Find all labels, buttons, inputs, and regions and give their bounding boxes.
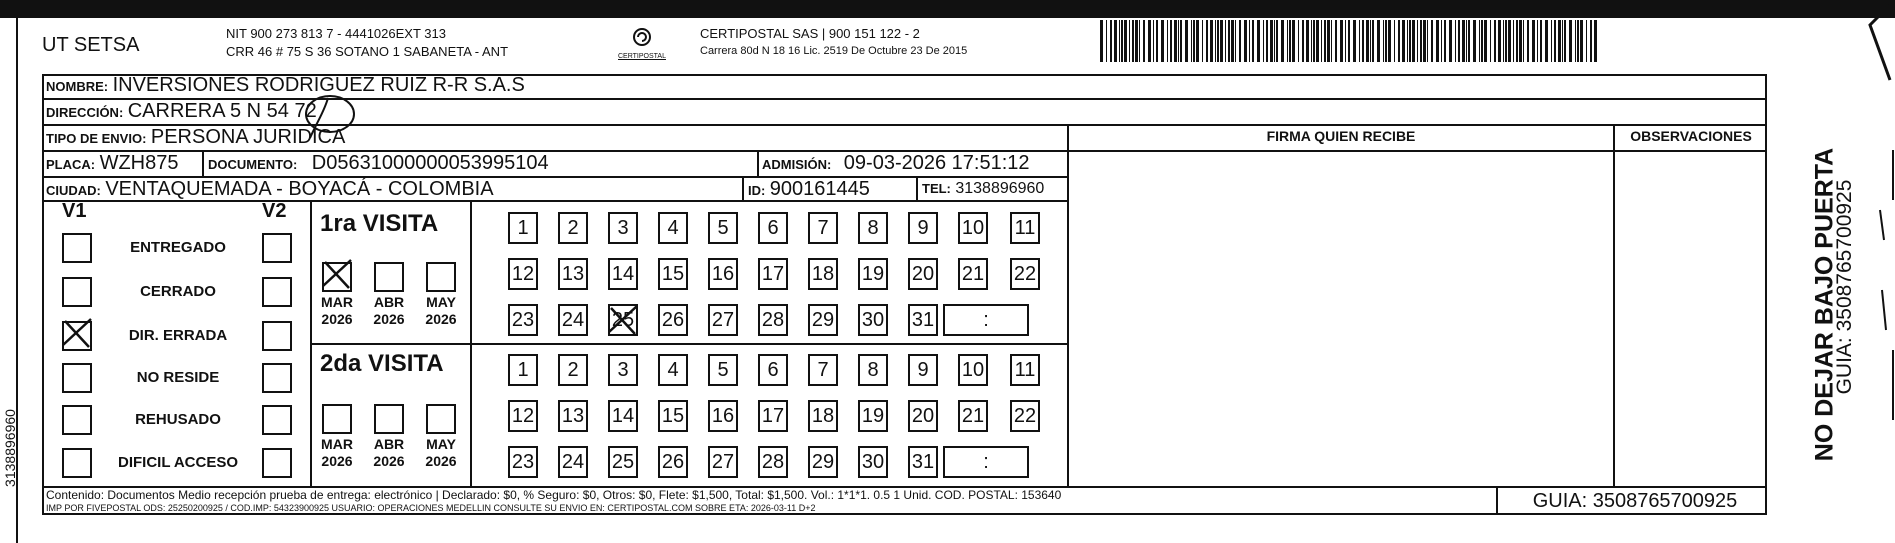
month-label: ABR 2026: [373, 294, 405, 327]
status-label: ENTREGADO: [130, 239, 226, 256]
barcode-bar: [1558, 20, 1561, 62]
day-box-3[interactable]: 3: [608, 212, 638, 244]
barcode-bar: [1178, 20, 1179, 62]
nit-line2: CRR 46 # 75 S 36 SOTANO 1 SABANETA - ANT: [226, 44, 509, 59]
day-box-28[interactable]: 28: [758, 446, 788, 478]
status-label: REHUSADO: [135, 411, 221, 428]
v1-label: V1: [62, 200, 87, 222]
id-label: ID:: [748, 183, 766, 198]
month-box-may[interactable]: [426, 262, 456, 292]
barcode-bar: [1388, 20, 1391, 62]
direccion-value: CARRERA 5 N 54 72: [127, 100, 317, 122]
barcode-bar: [1143, 20, 1145, 62]
month-check-mark: [319, 256, 355, 292]
month-label: MAR 2026: [321, 294, 353, 327]
day-box-16[interactable]: 16: [708, 258, 738, 290]
v1-checkbox[interactable]: [62, 363, 92, 393]
barcode-bar: [1167, 20, 1168, 62]
left-phone-text: 3138896960: [2, 409, 18, 487]
barcode-bar: [1202, 20, 1203, 62]
direccion-label: DIRECCIÓN:: [46, 105, 124, 120]
barcode-bar: [1249, 20, 1250, 62]
month-label: MAY 2026: [425, 294, 457, 327]
barcode-bar: [1114, 20, 1117, 62]
barcode-bar: [1580, 20, 1583, 62]
ciudad-row: [46, 178, 494, 201]
documento-row: [208, 152, 549, 175]
barcode-bar: [1257, 20, 1260, 62]
barcode-bar: [1270, 20, 1273, 62]
barcode-bar: [1498, 20, 1501, 62]
v2-checkbox[interactable]: [262, 405, 292, 435]
right-edge-marks: [1860, 0, 1895, 543]
barcode-bar: [1266, 20, 1268, 62]
barcode-bar: [1196, 20, 1199, 62]
day-box-19[interactable]: 19: [858, 258, 888, 290]
day-box-30[interactable]: 30: [858, 446, 888, 478]
barcode-bar: [1153, 20, 1154, 62]
day-box-15[interactable]: 15: [658, 258, 688, 290]
barcode-bar: [1458, 20, 1460, 62]
footer-line2: IMP POR FIVEPOSTAL ODS: 25250200925 / COD.IMP: 54323900925 USUARIO: OPERACIONES MEDELLIN CONSULTE SU ENVIO EN: CERTIPOSTAL.COM SOBRE ETA: 2026-03-11 D+2: [46, 503, 816, 513]
barcode-bar: [1503, 20, 1504, 62]
barcode-bar: [1302, 20, 1304, 62]
id-row: [748, 178, 870, 201]
barcode-bar: [1394, 20, 1395, 62]
barcode-bar: [1235, 20, 1236, 62]
day-box-25[interactable]: 25: [608, 304, 638, 336]
barcode-bar: [1210, 20, 1213, 62]
day-box-14[interactable]: 14: [608, 400, 638, 432]
barcode-bar: [1316, 20, 1319, 62]
barcode-bar: [1417, 20, 1418, 62]
day-box-5[interactable]: 5: [708, 354, 738, 386]
direccion-row: [46, 100, 317, 123]
month-box-mar[interactable]: [322, 404, 352, 434]
barcode-bar: [1353, 20, 1356, 62]
observaciones-header: OBSERVACIONES: [1630, 128, 1752, 144]
month-label: MAR 2026: [321, 436, 353, 469]
barcode-bar: [1132, 20, 1134, 62]
barcode-bar: [1545, 20, 1548, 62]
day-box-8[interactable]: 8: [858, 212, 888, 244]
barcode-bar: [1263, 20, 1264, 62]
v2-checkbox[interactable]: [262, 448, 292, 478]
certi-line1: CERTIPOSTAL SAS | 900 151 122 - 2: [700, 26, 920, 41]
day-box-11[interactable]: 11: [1010, 212, 1040, 244]
barcode-bar: [1594, 20, 1597, 62]
month-box-abr[interactable]: [374, 404, 404, 434]
day-box-15[interactable]: 15: [658, 400, 688, 432]
month-label: ABR 2026: [373, 436, 405, 469]
barcode-bar: [1274, 20, 1275, 62]
day-box-13[interactable]: 13: [558, 400, 588, 432]
barcode-bar: [1119, 20, 1120, 62]
day-box-17[interactable]: 17: [758, 258, 788, 290]
barcode-bar: [1110, 20, 1112, 62]
day-box-7[interactable]: 7: [808, 354, 838, 386]
barcode-bar: [1444, 20, 1446, 62]
day-box-13[interactable]: 13: [558, 258, 588, 290]
tipo-row: [46, 126, 345, 149]
barcode-bar: [1420, 20, 1422, 62]
barcode-bar: [1327, 20, 1330, 62]
barcode-bar: [1523, 20, 1524, 62]
barcode-bar: [1244, 20, 1247, 62]
time-box[interactable]: :: [943, 304, 1029, 336]
month-box-abr[interactable]: [374, 262, 404, 292]
barcode-bar: [1449, 20, 1452, 62]
barcode-bar: [1551, 20, 1552, 62]
barcode-bar: [1385, 20, 1387, 62]
day-box-29[interactable]: 29: [808, 304, 838, 336]
barcode-bar: [1311, 20, 1312, 62]
barcode-bar: [1362, 20, 1364, 62]
day-box-3[interactable]: 3: [608, 354, 638, 386]
barcode-bar: [1577, 20, 1579, 62]
barcode-bar: [1372, 20, 1374, 62]
company-name: UT SETSA: [42, 34, 140, 56]
barcode-bar: [1239, 20, 1241, 62]
barcode-bar: [1564, 20, 1566, 62]
day-box-11[interactable]: 11: [1010, 354, 1040, 386]
barcode-bar: [1228, 20, 1230, 62]
day-box-19[interactable]: 19: [858, 400, 888, 432]
barcode-bar: [1324, 20, 1326, 62]
day-box-21[interactable]: 21: [958, 400, 988, 432]
footer-line1: Contenido: Documentos Medio recepción prueba de entrega: electrónico | Declarado: $0, % Seguro: $0, Otros: $0, Flete: $1,500, Total: $1,500. Vol.: 1*1*1. 0.5 1 Unid. COD. POSTAL: 153640: [46, 488, 1062, 502]
barcode-bar: [1174, 20, 1177, 62]
day-box-26[interactable]: 26: [658, 446, 688, 478]
barcode-bar: [1412, 20, 1415, 62]
barcode-bar: [1306, 20, 1309, 62]
day-box-27[interactable]: 27: [708, 304, 738, 336]
day-box-31[interactable]: 31: [908, 304, 938, 336]
barcode-bar: [1161, 20, 1164, 62]
barcode-bar: [1292, 20, 1295, 62]
certipostal-logo-icon: [627, 26, 657, 48]
barcode-bar: [1377, 20, 1380, 62]
day-box-24[interactable]: 24: [558, 304, 588, 336]
barcode-bar: [1217, 20, 1219, 62]
v1-checkbox[interactable]: [62, 233, 92, 263]
barcode-bar: [1455, 20, 1456, 62]
barcode-bar: [1156, 20, 1158, 62]
day-box-12[interactable]: 12: [508, 258, 538, 290]
tipo-value: PERSONA JURIDICA: [150, 126, 346, 148]
barcode-bar: [1340, 20, 1343, 62]
month-box-may[interactable]: [426, 404, 456, 434]
firma-header: FIRMA QUIEN RECIBE: [1266, 128, 1416, 144]
barcode-bar: [1505, 20, 1507, 62]
barcode-bar: [1554, 20, 1556, 62]
day-box-5[interactable]: 5: [708, 212, 738, 244]
barcode-bar: [1321, 20, 1322, 62]
day-box-31[interactable]: 31: [908, 446, 938, 478]
day-box-7[interactable]: 7: [808, 212, 838, 244]
barcode-bar: [1366, 20, 1369, 62]
barcode-bar: [1527, 20, 1529, 62]
barcode-bar: [1335, 20, 1337, 62]
barcode-bar: [1508, 20, 1511, 62]
day-box-4[interactable]: 4: [658, 354, 688, 386]
barcode-bar: [1407, 20, 1408, 62]
barcode-bar: [1193, 20, 1195, 62]
barcode-bar: [1370, 20, 1371, 62]
barcode-bar: [1276, 20, 1278, 62]
day-box-10[interactable]: 10: [958, 354, 988, 386]
day-box-26[interactable]: 26: [658, 304, 688, 336]
barcode-bar: [1481, 20, 1483, 62]
day-box-28[interactable]: 28: [758, 304, 788, 336]
barcode-bar: [1590, 20, 1592, 62]
barcode-bar: [1287, 20, 1288, 62]
v2-checkbox[interactable]: [262, 321, 292, 351]
tel-label: TEL:: [922, 181, 951, 196]
barcode-bar: [1170, 20, 1172, 62]
v1-checkbox[interactable]: [62, 277, 92, 307]
barcode-bar: [1135, 20, 1138, 62]
barcode-bar: [1191, 20, 1192, 62]
tel-value: 3138896960: [955, 180, 1045, 197]
placa-value: WZH875: [99, 152, 179, 174]
barcode-bar: [1100, 20, 1103, 62]
barcode-bar: [1575, 20, 1576, 62]
barcode-bar: [1298, 20, 1299, 62]
placa-row: [46, 152, 178, 175]
barcode: [1100, 20, 1600, 62]
barcode-bar: [1494, 20, 1496, 62]
no-dejar-text: NO DEJAR BAJO PUERTA: [1810, 147, 1839, 462]
day-box-9[interactable]: 9: [908, 212, 938, 244]
footer-guia: GUIA: 3508765700925: [1532, 490, 1738, 512]
barcode-bar: [1468, 20, 1470, 62]
documento-label: DOCUMENTO:: [208, 157, 298, 172]
barcode-bar: [1402, 20, 1405, 62]
placa-label: PLACA:: [46, 157, 96, 172]
day-box-30[interactable]: 30: [858, 304, 888, 336]
barcode-bar: [1106, 20, 1107, 62]
day-box-12[interactable]: 12: [508, 400, 538, 432]
day-box-2[interactable]: 2: [558, 354, 588, 386]
barcode-bar: [1185, 20, 1188, 62]
nombre-label: NOMBRE:: [46, 79, 109, 94]
second-visit-title: 2da VISITA: [320, 350, 444, 377]
day-box-16[interactable]: 16: [708, 400, 738, 432]
v1-checkbox[interactable]: [62, 448, 92, 478]
status-label: CERRADO: [140, 283, 216, 300]
barcode-bar: [1519, 20, 1522, 62]
barcode-bar: [1121, 20, 1123, 62]
day-box-23[interactable]: 23: [508, 304, 538, 336]
barcode-bar: [1331, 20, 1332, 62]
barcode-bar: [1479, 20, 1480, 62]
v2-checkbox[interactable]: [262, 277, 292, 307]
barcode-bar: [1473, 20, 1476, 62]
barcode-bar: [1148, 20, 1151, 62]
day-box-22[interactable]: 22: [1010, 400, 1040, 432]
documento-value: D05631000000053995104: [311, 152, 549, 174]
barcode-bar: [1490, 20, 1491, 62]
barcode-bar: [1436, 20, 1439, 62]
barcode-bar: [1398, 20, 1400, 62]
barcode-bar: [1540, 20, 1542, 62]
barcode-bar: [1345, 20, 1346, 62]
day-box-20[interactable]: 20: [908, 258, 938, 290]
barcode-bar: [1537, 20, 1538, 62]
barcode-bar: [1586, 20, 1587, 62]
day-box-6[interactable]: 6: [758, 354, 788, 386]
nombre-row: [46, 74, 525, 97]
v1-checkbox[interactable]: [62, 405, 92, 435]
day-box-4[interactable]: 4: [658, 212, 688, 244]
top-black-bar: [0, 0, 1895, 18]
barcode-bar: [1462, 20, 1465, 62]
nit-line1: NIT 900 273 813 7 - 4441026EXT 313: [226, 26, 446, 41]
day-box-27[interactable]: 27: [708, 446, 738, 478]
admision-label: ADMISIÓN:: [762, 157, 832, 172]
barcode-bar: [1129, 20, 1130, 62]
day-box-10[interactable]: 10: [958, 212, 988, 244]
barcode-bar: [1215, 20, 1216, 62]
v2-checkbox[interactable]: [262, 233, 292, 263]
day-box-18[interactable]: 18: [808, 258, 838, 290]
tel-row: [922, 180, 1044, 198]
day-box-17[interactable]: 17: [758, 400, 788, 432]
day-box-18[interactable]: 18: [808, 400, 838, 432]
barcode-bar: [1484, 20, 1487, 62]
nombre-value: INVERSIONES RODRIGUEZ RUIZ R-R S.A.S: [112, 74, 525, 96]
barcode-bar: [1359, 20, 1360, 62]
certi-line2: Carrera 80d N 18 16 Lic. 2519 De Octubre 23 De 2015: [700, 45, 968, 57]
day-box-2[interactable]: 2: [558, 212, 588, 244]
ciudad-value: VENTAQUEMADA - BOYACÁ - COLOMBIA: [105, 178, 494, 200]
day-box-25[interactable]: 25: [608, 446, 638, 478]
v2-checkbox[interactable]: [262, 363, 292, 393]
day-box-22[interactable]: 22: [1010, 258, 1040, 290]
month-label: MAY 2026: [425, 436, 457, 469]
day-box-21[interactable]: 21: [958, 258, 988, 290]
barcode-bar: [1220, 20, 1223, 62]
barcode-bar: [1513, 20, 1514, 62]
barcode-bar: [1289, 20, 1291, 62]
barcode-bar: [1348, 20, 1350, 62]
status-label: NO RESIDE: [136, 369, 220, 386]
time-box[interactable]: :: [943, 446, 1029, 478]
day-check-mark: [605, 302, 641, 338]
barcode-bar: [1431, 20, 1433, 62]
barcode-bar: [1383, 20, 1384, 62]
ciudad-label: CIUDAD:: [46, 183, 101, 198]
admision-row: [762, 152, 1030, 175]
tipo-label: TIPO DE ENVIO:: [46, 131, 147, 146]
barcode-bar: [1427, 20, 1428, 62]
day-box-1[interactable]: 1: [508, 354, 538, 386]
status-label: DIFICIL ACCESO: [117, 454, 238, 471]
first-visit-title: 1ra VISITA: [320, 210, 439, 237]
barcode-bar: [1231, 20, 1234, 62]
day-box-14[interactable]: 14: [608, 258, 638, 290]
barcode-bar: [1206, 20, 1208, 62]
day-box-20[interactable]: 20: [908, 400, 938, 432]
barcode-bar: [1516, 20, 1518, 62]
barcode-bar: [1225, 20, 1226, 62]
day-box-24[interactable]: 24: [558, 446, 588, 478]
admision-value: 09-03-2026 17:51:12: [843, 152, 1030, 174]
v2-label: V2: [262, 200, 287, 222]
day-box-9[interactable]: 9: [908, 354, 938, 386]
barcode-bar: [1569, 20, 1572, 62]
barcode-bar: [1313, 20, 1315, 62]
v1-check-mark: [59, 315, 95, 351]
certipostal-logo: CERTIPOSTAL: [614, 26, 670, 60]
id-value: 900161445: [769, 178, 870, 200]
day-box-29[interactable]: 29: [808, 446, 838, 478]
barcode-bar: [1441, 20, 1442, 62]
barcode-bar: [1466, 20, 1467, 62]
day-box-1[interactable]: 1: [508, 212, 538, 244]
barcode-bar: [1562, 20, 1563, 62]
side-guia-text: GUIA: 3508765700925: [1833, 179, 1856, 395]
day-box-23[interactable]: 23: [508, 446, 538, 478]
day-box-8[interactable]: 8: [858, 354, 888, 386]
barcode-bar: [1124, 20, 1127, 62]
barcode-bar: [1180, 20, 1182, 62]
status-label: DIR. ERRADA: [128, 327, 228, 344]
barcode-bar: [1281, 20, 1284, 62]
barcode-bar: [1139, 20, 1140, 62]
barcode-bar: [1409, 20, 1411, 62]
barcode-bar: [1423, 20, 1426, 62]
barcode-bar: [1252, 20, 1254, 62]
day-box-6[interactable]: 6: [758, 212, 788, 244]
barcode-bar: [1532, 20, 1535, 62]
